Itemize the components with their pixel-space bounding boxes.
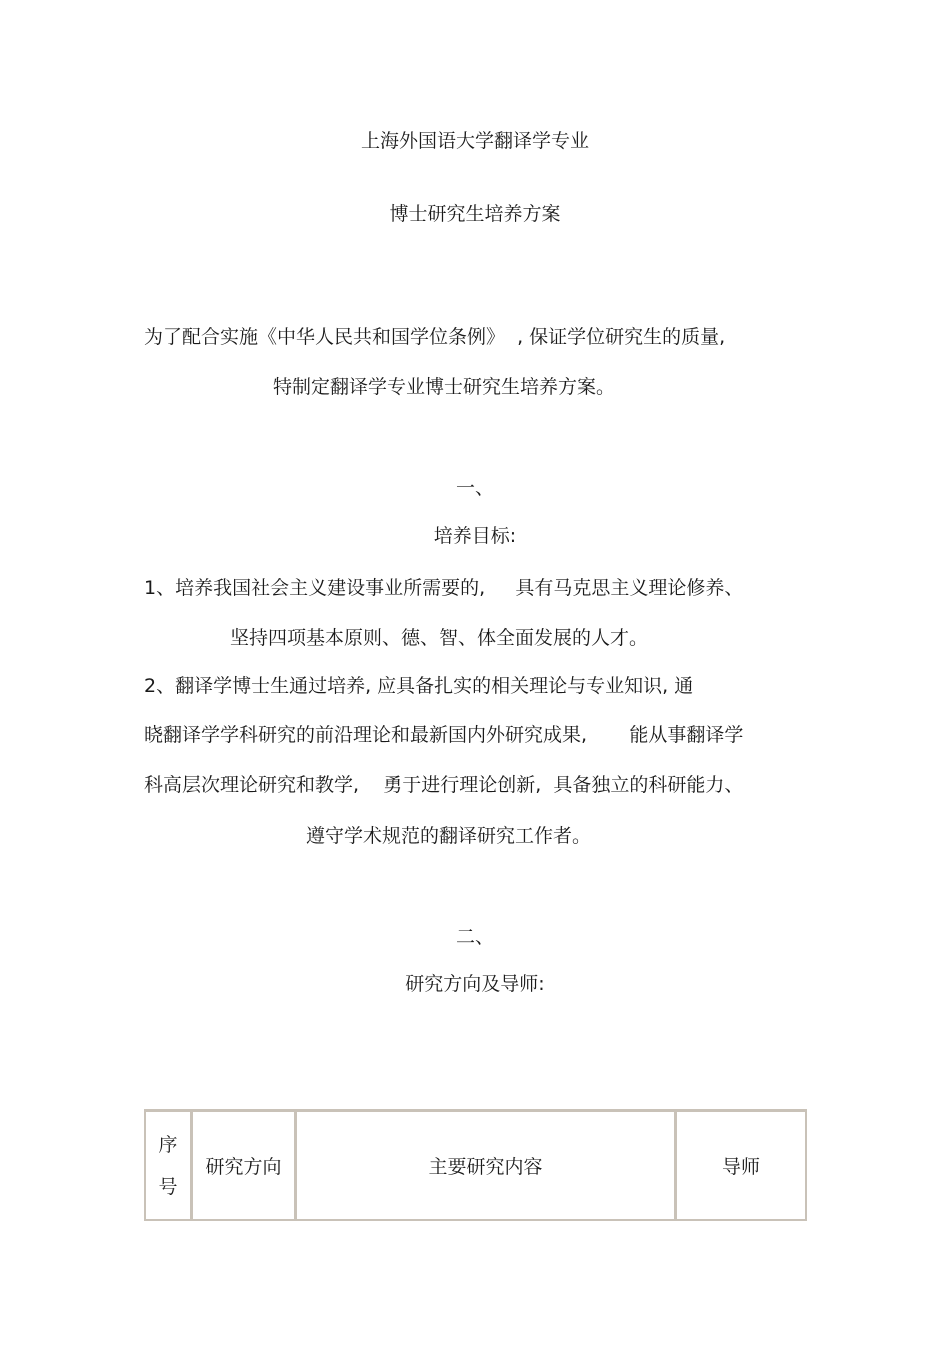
intro-paragraph-line2: 特制定翻译学专业博士研究生培养方案。 — [273, 376, 616, 398]
research-directions-table — [144, 1109, 807, 1221]
section2-heading: 研究方向及导师: — [405, 973, 545, 995]
goal-item2-line2: 晓翻译学学科研究的前沿理论和最新国内外研究成果, 能从事翻译学 — [144, 724, 744, 746]
goal-item2-line3: 科高层次理论研究和教学, 勇于进行理论创新, 具备独立的科研能力、 — [144, 774, 744, 796]
goal-item2-line1: 2、翻译学博士生通过培养, 应具备扎实的相关理论与专业知识, 通 — [144, 675, 694, 697]
header-seq-bottom: 号 — [158, 1175, 178, 1198]
goal-item1-line1: 1、培养我国社会主义建设事业所需要的, 具有马克思主义理论修养、 — [144, 577, 744, 599]
header-seq-top: 序 — [158, 1133, 178, 1156]
header-advisor: 导师 — [721, 1156, 760, 1178]
directions-table-grid — [144, 1109, 807, 1221]
header-content: 主要研究内容 — [297, 1112, 677, 1219]
table-header-row — [146, 1112, 805, 1219]
header-seq — [146, 1112, 193, 1219]
header-direction: 研究方向 — [193, 1112, 297, 1219]
section2-number: 二、 — [455, 926, 494, 948]
goal-item2-line4: 遵守学术规范的翻译研究工作者。 — [306, 825, 592, 847]
intro-paragraph-line1: 为了配合实施《中华人民共和国学位条例》 , 保证学位研究生的质量, — [144, 326, 726, 348]
document-title-line1: 上海外国语大学翻译学专业 — [360, 130, 589, 152]
section1-heading: 培养目标: — [433, 525, 517, 547]
goal-item1-line2: 坚持四项基本原则、德、智、体全面发展的人才。 — [230, 627, 649, 649]
document-title-line2: 博士研究生培养方案 — [389, 203, 561, 225]
section1-number: 一、 — [455, 477, 494, 499]
